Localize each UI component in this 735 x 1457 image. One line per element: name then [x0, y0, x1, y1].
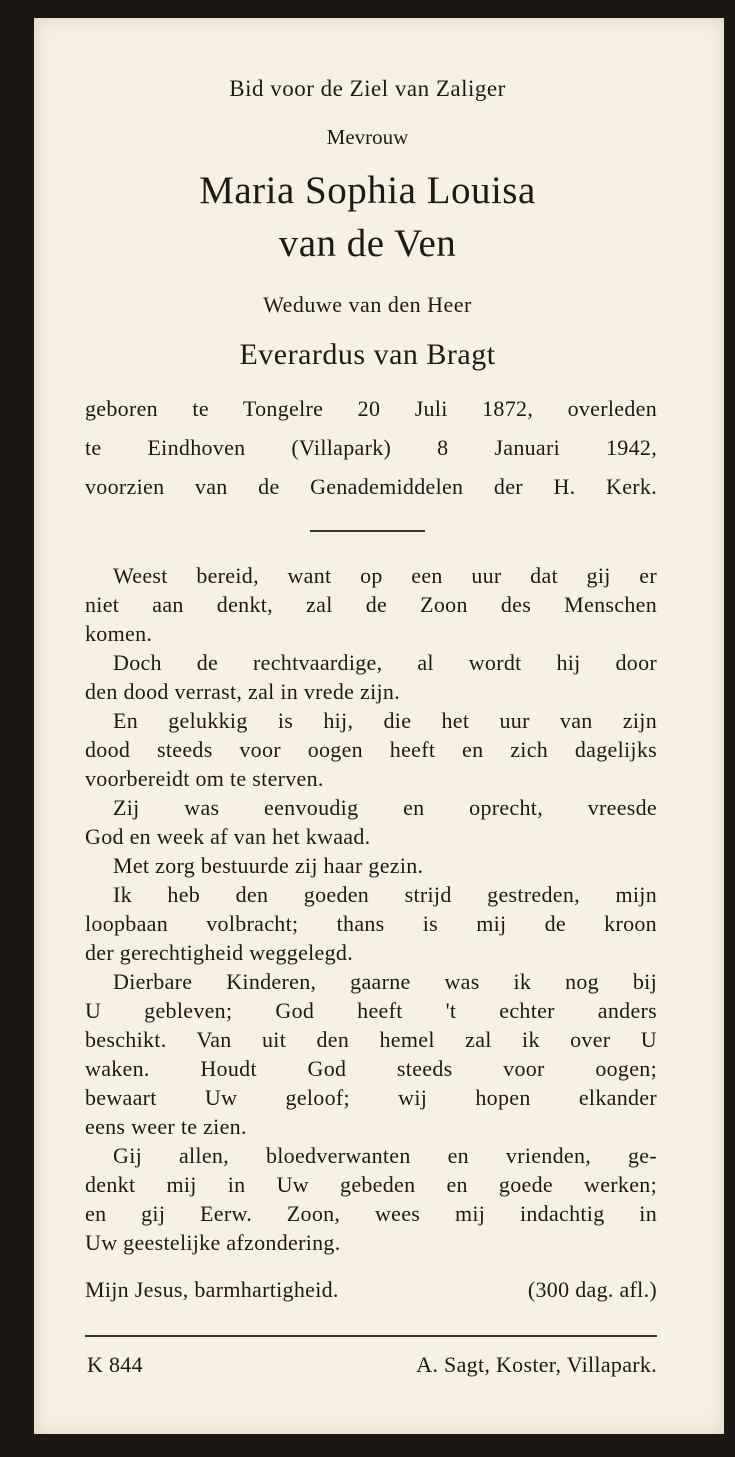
body-line: Zij was eenvoudig en oprecht, vreesde — [113, 795, 657, 820]
prayer-text: Mijn Jesus, barmhartigheid. — [85, 1277, 339, 1302]
card-code: K 844 — [87, 1352, 143, 1377]
body-line: dood steeds voor oogen heeft en zich dagelijks — [85, 737, 657, 762]
body-line: der gerechtigheid weggelegd. — [85, 940, 354, 965]
divider-long — [85, 1335, 657, 1337]
relation: Weduwe van den Heer — [263, 292, 472, 317]
body-line: Doch de rechtvaardige, al wordt hij door — [113, 650, 657, 675]
body-line: voorbereidt om te sterven. — [85, 766, 324, 791]
body-line: denkt mij in Uw gebeden en goede werken; — [85, 1172, 657, 1197]
body-line: Met zorg bestuurde zij haar gezin. — [113, 853, 424, 878]
body-line: en gij Eerw. Zoon, wees mij indachtig in — [85, 1201, 657, 1226]
title: Mevrouw — [326, 125, 409, 149]
body-line: En gelukkig is hij, die het uur van zijn — [113, 708, 657, 733]
deceased-name-line2: van de Ven — [278, 222, 457, 265]
biography-line: te Eindhoven (Villapark) 8 Januari 1942, — [85, 435, 657, 460]
divider-short — [310, 530, 425, 532]
invocation: Bid voor de Ziel van Zaliger — [229, 76, 506, 101]
body-line: bewaart Uw geloof; wij hopen elkander — [85, 1085, 657, 1110]
biography-line: voorzien van de Genademiddelen der H. Kerk. — [85, 474, 657, 499]
biography-line: geboren te Tongelre 20 Juli 1872, overleden — [85, 396, 657, 421]
spouse-name: Everardus van Bragt — [239, 338, 496, 371]
body-line: eens weer te zien. — [85, 1114, 247, 1139]
body-line: Weest bereid, want op een uur dat gij er — [113, 563, 657, 588]
body-line: komen. — [85, 621, 153, 646]
body-line: den dood verrast, zal in vrede zijn. — [85, 679, 401, 704]
body-line: Ik heb den goeden strijd gestreden, mijn — [113, 882, 657, 907]
prayer-line — [85, 1277, 657, 1303]
body-line: Uw geestelijke afzondering. — [85, 1230, 341, 1255]
indulgence: (300 dag. afl.) — [527, 1277, 657, 1302]
body-line: waken. Houdt God steeds voor oogen; — [85, 1056, 657, 1081]
body-line: U gebleven; God heeft 't echter anders — [85, 998, 657, 1023]
body-line: Dierbare Kinderen, gaarne was ik nog bij — [113, 969, 657, 994]
deceased-name-line1: Maria Sophia Louisa — [199, 169, 536, 212]
body-line: God en week af van het kwaad. — [85, 824, 371, 849]
body-line: beschikt. Van uit den hemel zal ik over U — [85, 1027, 657, 1052]
body-line: loopbaan volbracht; thans is mij de kroon — [85, 911, 657, 936]
body-line: niet aan denkt, zal de Zoon des Menschen — [85, 592, 657, 617]
printer-credit: A. Sagt, Koster, Villapark. — [416, 1352, 657, 1377]
body-line: Gij allen, bloedverwanten en vrienden, ge- — [113, 1143, 657, 1168]
